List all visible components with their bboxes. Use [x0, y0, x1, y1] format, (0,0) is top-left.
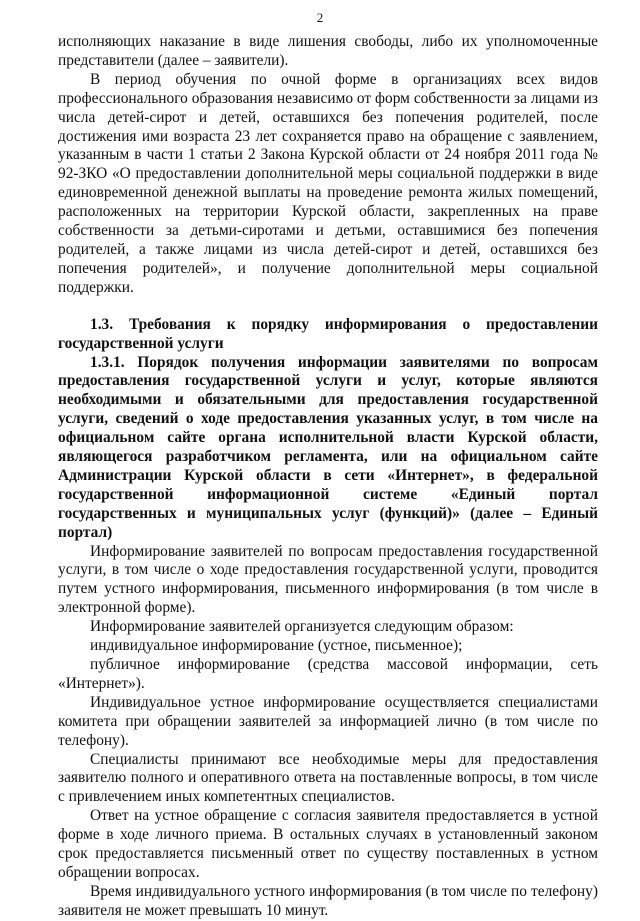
document-body: [58, 33, 598, 921]
section-spacer: [58, 298, 598, 316]
paragraph-individual-informing: индивидуальное информирование (устное, письменное);: [90, 637, 463, 655]
page-number: 2: [316, 10, 324, 25]
section-heading-1-3: 1.3. Требования к порядку информирования о предоставлении государственной услуги: [58, 315, 598, 352]
paragraph-orphans-right: В период обучения по очной форме в организациях всех видов профессионального образования независимо от форм собственности за лицами из числа детей-сирот и детей, оставшихся без попечения родителей, после достижения ими возраста 23 лет сохраняется право на обращение с заявлением, указанным в части 1 статьи 2 Закона Курской области от 24 ноября 2011 года № 92-ЗКО «О предоставлении дополнительной меры социальной поддержки в виде единовременной денежной выплаты на проведение ремонта жилых помещений, расположенных на территории Курской области, закрепленных на праве собственности за детьми-сиротами и детьми, оставшимися без попечения родителей, а также лицами из числа детей-сирот и детей, оставшихся без попечения родителей», и получение дополнительной меры социальной поддержки.: [58, 70, 598, 296]
paragraph-informing-organized: Информирование заявителей организуется следующим образом:: [90, 618, 514, 636]
paragraph-oral-informing: Индивидуальное устное информирование осуществляется специалистами комитета при обращении заявителей за информацией лично (в том числе по телефону).: [58, 693, 598, 749]
paragraph-applicants-continuation: исполняющих наказание в виде лишения свободы, либо их уполномоченные представители (далее – заявители).: [58, 33, 598, 69]
paragraph-public-informing: публичное информирование (средства массовой информации, сеть «Интернет»).: [58, 656, 598, 692]
paragraph-oral-answer: Ответ на устное обращение с согласия заявителя предоставляется в устной форме в ходе личного приема. В остальных случаях в установленный законом срок предоставляется письменный ответ по существу поставленных в устном обращении вопросах.: [58, 807, 598, 881]
subsection-heading-1-3-1: 1.3.1. Порядок получения информации заявителями по вопросам предоставления государственной услуги и услуг, которые являются необходимыми и обязательными для предоставления государственной услуги, сведений о ходе предоставления указанных услуг, в том числе на официальном сайте органа исполнительной власти Курской области, являющегося разработчиком регламента, или на официальном сайте Администрации Курской области в сети «Интернет», в федеральной государственной информационной системе «Единый портал государственных и муниципальных услуг (функций)» (далее – Единый портал): [58, 353, 598, 541]
paragraph-informing-methods: Информирование заявителей по вопросам предоставления государственной услуги, в том числе о ходе предоставления государственной услуги, проводится путем устного информирования, письменного информирования (в том числе в электронной форме).: [58, 542, 598, 617]
paragraph-time-limit: Время индивидуального устного информирования (в том числе по телефону) заявителя не может превышать 10 минут.: [58, 882, 598, 919]
paragraph-specialists-measures: Специалисты принимают все необходимые меры для предоставления заявителю полного и оперативного ответа на поставленные вопросы, в том числе с привлечением иных компетентных специалистов.: [58, 750, 598, 806]
